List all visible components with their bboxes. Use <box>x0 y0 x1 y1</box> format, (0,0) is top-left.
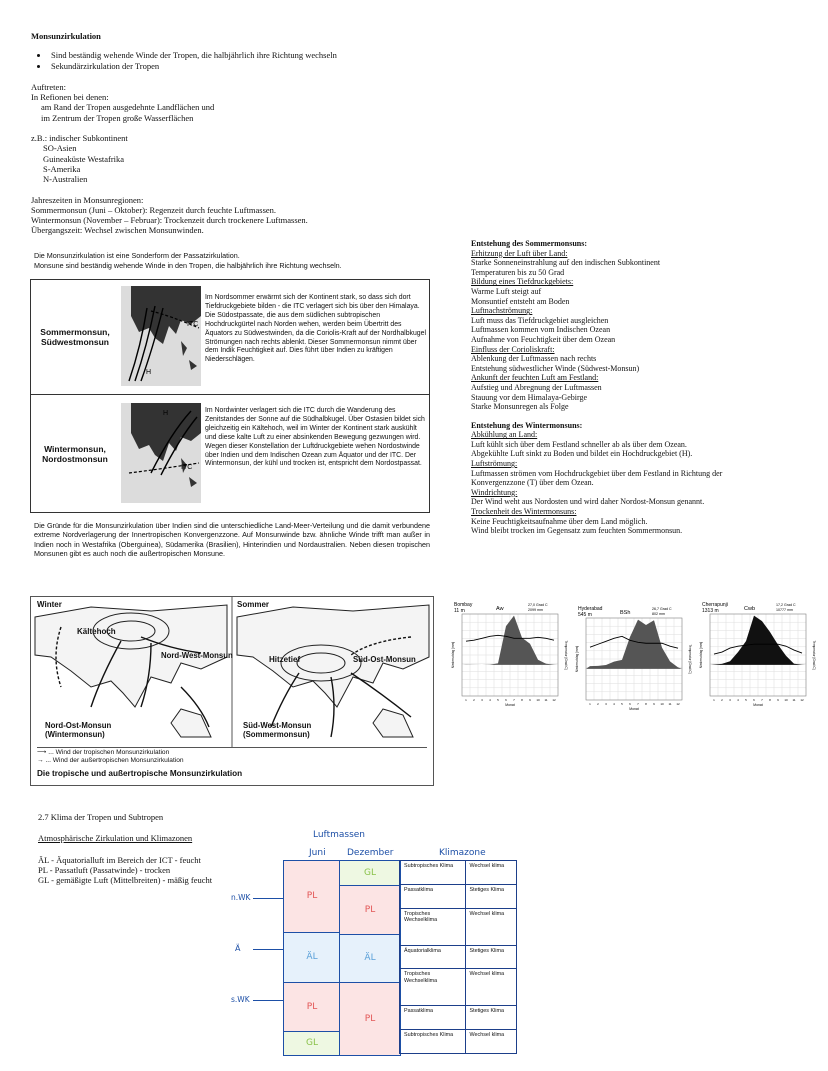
winter-label: Wintermonsun, Nordostmonsun <box>42 443 108 464</box>
legend-row <box>37 757 427 765</box>
text-line: am Rand der Tropen ausgedehnte Landflächen und <box>41 102 215 113</box>
y-axis-label: Niederschlag [mm] <box>451 641 455 669</box>
definition-item: PL - Passatluft (Passatwinde) - trocken <box>38 864 171 875</box>
step-heading: Ankunft der feuchten Luft am Festland: <box>471 373 599 383</box>
station-stat: 27,0 Grad C <box>528 603 548 607</box>
step-line: Luftmassen strömen vom Hochdruckgebiet über dem Festland in Richtung der <box>471 468 723 478</box>
climate-chart-bombay <box>450 600 568 716</box>
month-tick: 5 <box>621 702 623 706</box>
station-name: Bombay <box>454 602 473 608</box>
svg-text:H: H <box>163 410 169 417</box>
table-row <box>400 884 517 908</box>
climate-chart-svg <box>574 604 692 720</box>
month-tick: 10 <box>660 702 664 706</box>
list-item: Guineaküste Westafrika <box>43 153 125 164</box>
y2-axis-label: Temperatur [Grad C] <box>812 640 816 670</box>
line-swk <box>253 1000 283 1001</box>
climate-class: Cwb <box>744 606 756 612</box>
definition-item: ÄL - Äquatorialluft im Bereich der ICT - feucht <box>38 854 201 865</box>
climate-type-cell: Wechsel klima <box>465 969 516 1006</box>
summer-map-icon <box>121 286 201 386</box>
climate-charts <box>450 600 816 716</box>
month-tick: 9 <box>777 698 779 702</box>
x-axis-label: Monat <box>505 703 515 707</box>
station-altitude: 1313 m <box>702 608 719 614</box>
station-stat: 17,2 Grad C <box>776 603 796 607</box>
section-title: 2.7 Klima der Tropen und Subtropen <box>38 812 164 822</box>
step-line: Ablenkung der Luftmassen nach rechts <box>471 354 597 364</box>
climate-zone-cell: Tropisches Wechselklima <box>400 969 466 1006</box>
station-stat: 10777 mm <box>776 608 793 612</box>
wind-map-figure <box>30 596 434 786</box>
y-axis-label: Niederschlag [mm] <box>575 645 579 673</box>
step-line: Aufnahme von Feuchtigkeit über dem Ozean <box>471 334 616 344</box>
air-mass-segment: GL <box>340 861 400 886</box>
step-heading: Abkühlung an Land: <box>471 430 538 440</box>
climate-type-cell: Wechsel klima <box>465 1030 516 1054</box>
month-tick: 10 <box>784 698 788 702</box>
kaeltehoch-label: Kältehoch <box>77 627 116 636</box>
month-tick: 12 <box>676 702 680 706</box>
month-tick: 7 <box>637 702 639 706</box>
hitzetief-label: Hitzetief <box>269 655 301 664</box>
sommer-label: Sommer <box>237 600 270 609</box>
month-tick: 8 <box>769 698 771 702</box>
occurrence-block <box>31 82 451 123</box>
month-tick: 3 <box>481 698 483 702</box>
solid-arrow-icon: ⟶ <box>37 749 47 756</box>
month-tick: 6 <box>505 698 507 702</box>
scan-intro: Die Monsunzirkulation ist eine Sonderform der Passatzirkulation. Monsune sind beständig wehende Winde in den Tropen, die halbjährlich ihre Richtung wechseln. <box>34 251 342 270</box>
step-line: Warme Luft steigt auf <box>471 286 542 296</box>
step-heading: Luftnachströmung: <box>471 306 533 316</box>
step-heading: Trockenheit des Wintermonsuns: <box>471 507 577 517</box>
climate-chart-svg <box>450 600 568 716</box>
svg-text:H: H <box>146 369 152 376</box>
list-item: SO-Asien <box>43 143 77 154</box>
climate-zone-table <box>399 860 517 1054</box>
winter-text: Im Nordwinter verlagert sich die ITC durch die Wanderung des Zenitstandes der Sonne auf die Südhalbkugel. Über Ostasien bildet sich gleichzeitig ein Kältehoch, weil im Winter der Kontinent stark auskühlt und diese kalte Luft zu einer absinkenden Bewegung gezwungen wird. Wegen dieser Konstellation der Luftdruckgebiete wehen Nordostwinde über Indien und dem Indischen Ozean zum Äquator und der ITC. Der Wintermonsun, der kühl und trocken ist, entspricht dem Nordostpassat. <box>205 407 425 468</box>
juni-column <box>283 860 340 1056</box>
station-name: Cherrapunji <box>702 602 728 608</box>
month-tick: 4 <box>737 698 739 702</box>
summer-label: Sommermonsun, Südwestmonsun <box>40 327 110 347</box>
climate-zone-cell: Subtropisches Klima <box>400 861 466 885</box>
step-line: Wind bleibt trocken im Gegensatz zum feuchten Sommermonsun. <box>471 526 683 536</box>
header-juni: Juni <box>309 848 326 858</box>
x-axis-label: Monat <box>753 703 763 707</box>
table-row <box>400 908 517 945</box>
text-line: Sommermonsun (Juni – Oktober): Regenzeit durch feuchte Luftmassen. <box>31 204 277 215</box>
text-line: im Zentrum der Tropen große Wasserflächen <box>41 112 194 123</box>
y-axis-label: Niederschlag [mm] <box>699 641 703 669</box>
month-tick: 5 <box>497 698 499 702</box>
month-tick: 4 <box>613 702 615 706</box>
air-mass-segment: GL <box>284 1032 340 1055</box>
nw-monsun-label: Nord-West-Monsun <box>161 651 233 660</box>
step-line: Luftmassen kommen vom Indischen Ozean <box>471 325 611 335</box>
header-luftmassen: Luftmassen <box>313 830 366 840</box>
no-monsun-label: Nord-Ost-Monsun (Wintermonsun) <box>45 721 112 739</box>
month-tick: 12 <box>800 698 804 702</box>
summer-text: Im Nordsommer erwärmt sich der Kontinent stark, so dass sich dort Tiefdruckgebiete bilden - die ITC verlagert sich bis über den Himalaya. Die Südostpassate, die aus dem südlichen subtropischen Hochdruckgürtel nach Norden wehen, werden beim Übertritt des Äquators zu Südwestwinden, da die Coriolis-Kraft auf der Nordhalbkugel Strömungen nach rechts ablenkt. Dieser Sommermonsun nimmt über dem Indik Feuchtigkeit auf. Dies führt über Indien zu kräftigen Niederschlägen. <box>205 294 427 364</box>
station-altitude: 545 m <box>578 612 592 618</box>
air-mass-segment: PL <box>284 983 340 1032</box>
winter-map <box>121 403 201 503</box>
legend-text: ... Wind der außertropischen Monsunzirkulation <box>45 757 184 765</box>
section-subtitle: Atmosphärische Zirkulation und Klimazonen <box>38 833 193 844</box>
climate-zone-cell: Subtropisches Klima <box>400 1030 466 1054</box>
section-title: Monsunzirkulation <box>31 31 101 41</box>
air-mass-segment: ÄL <box>284 933 340 983</box>
climate-type-cell: Wechsel klima <box>465 908 516 945</box>
monsoon-table <box>30 279 430 513</box>
svg-text:ITC: ITC <box>187 321 199 328</box>
label-swk: s.WK <box>231 995 250 1004</box>
step-line: Monsuntief entsteht am Boden <box>471 296 570 306</box>
station-stat: 2099 mm <box>528 608 543 612</box>
thin-arrow-icon: → <box>37 757 44 765</box>
winter-formation-steps <box>471 430 811 536</box>
climate-zone-cell: Tropisches Wechselklima <box>400 908 466 945</box>
summer-row <box>31 280 429 395</box>
air-mass-segment: PL <box>284 861 340 933</box>
month-tick: 7 <box>513 698 515 702</box>
example-block <box>31 133 451 184</box>
line-nwk <box>253 898 283 899</box>
formation-notes <box>471 239 811 536</box>
climate-class: BSh <box>620 610 631 616</box>
step-line: Der Wind weht aus Nordosten und wird daher Nordost-Monsun genannt. <box>471 497 705 507</box>
bullet-list <box>31 50 451 71</box>
monsoon-notes <box>31 31 451 236</box>
climate-type-cell: Wechsel klima <box>465 861 516 885</box>
legend-row <box>37 749 427 757</box>
climate-zone-cell: Passatklima <box>400 1006 466 1030</box>
scan-outro: Die Gründe für die Monsunzirkulation über Indien sind die unterschiedliche Land-Meer-Verteilung und die damit verbundene extreme Nordverlagerung der Innertropischen Konvergenzzone. Auf Monsunwinde bzw. ähnliche Winde trifft man außer in Indien noch in Westafrika (Oberguinea), Südamerika (Brasilien), Hinterindien und Nordaustralien. Neben diesen tropischen Monsunen gibt es auch noch die außertropischen Monsune. <box>34 521 430 559</box>
table-row <box>400 945 517 969</box>
winter-label: Winter <box>37 600 62 609</box>
map-legend <box>37 747 427 766</box>
month-tick: 12 <box>552 698 556 702</box>
text-line: In Refionen bei denen: <box>31 92 109 103</box>
climate-type-cell: Stetiges Klima <box>465 945 516 969</box>
occurrence-heading: Auftreten: <box>31 81 66 92</box>
label-nwk: n.WK <box>231 893 251 902</box>
month-tick: 7 <box>761 698 763 702</box>
precip-area <box>710 616 806 665</box>
climate-type-cell: Stetiges Klima <box>465 884 516 908</box>
sw-monsun-label: Süd-West-Monsun (Sommermonsun) <box>243 721 312 739</box>
month-tick: 11 <box>544 698 548 702</box>
climate-chart-svg <box>698 600 816 716</box>
station-stat: 802 mm <box>652 612 665 616</box>
y2-axis-label: Temperatur [Grad C] <box>564 640 568 670</box>
month-tick: 3 <box>729 698 731 702</box>
climate-zone-cell: Passatklima <box>400 884 466 908</box>
summer-formation-steps <box>471 249 811 412</box>
step-line: Konvergenzzone (T) über dem Ozean. <box>471 478 594 488</box>
step-line: Starke Monsunregen als Folge <box>471 402 569 412</box>
winter-formation-title: Entstehung des Wintermonsuns: <box>471 420 583 430</box>
dezember-column <box>339 860 401 1056</box>
month-tick: 5 <box>745 698 747 702</box>
air-mass-segment: PL <box>340 983 400 1055</box>
month-tick: 4 <box>489 698 491 702</box>
text-line: Übergangszeit: Wechsel zwischen Monsunwinden. <box>31 225 204 236</box>
step-line: Temperaturen bis zu 50 Grad <box>471 267 565 277</box>
month-tick: 1 <box>465 698 467 702</box>
step-line: Keine Feuchtigkeitsaufnahme über dem Land möglich. <box>471 516 648 526</box>
summer-formation-title: Entstehung des Sommermonsuns: <box>471 239 588 248</box>
list-item: S-Amerika <box>43 163 81 174</box>
air-mass-segment: PL <box>340 886 400 935</box>
month-tick: 6 <box>629 702 631 706</box>
list-item: N-Australien <box>43 174 88 185</box>
legend-text: ... Wind der tropischen Monsunzirkulation <box>48 749 170 756</box>
month-tick: 10 <box>536 698 540 702</box>
step-heading: Einfluss der Corioliskraft: <box>471 344 555 354</box>
month-tick: 2 <box>473 698 475 702</box>
month-tick: 6 <box>753 698 755 702</box>
svg-text:ITC: ITC <box>181 464 193 471</box>
step-line: Luft kühlt sich über dem Festland schneller ab als über dem Ozean. <box>471 439 687 449</box>
y2-axis-label: Temperatur [Grad C] <box>688 644 692 674</box>
table-row <box>400 1030 517 1054</box>
summer-map <box>121 286 201 386</box>
step-line: Aufstieg und Abregnung der Luftmassen <box>471 382 602 392</box>
line-a <box>253 949 283 950</box>
figure-caption: Die tropische und außertropische Monsunzirkulation <box>37 769 243 778</box>
month-tick: 1 <box>589 702 591 706</box>
station-name: Hyderabad <box>578 606 603 612</box>
step-heading: Bildung eines Tiefdruckgebiets: <box>471 277 574 287</box>
header-klimazone: Klimazone <box>439 848 486 858</box>
month-tick: 8 <box>645 702 647 706</box>
air-mass-segment: ÄL <box>340 935 400 984</box>
step-line: Luft muss das Tiefdruckgebiet ausgleichen <box>471 315 609 325</box>
header-dezember: Dezember <box>347 848 394 858</box>
month-tick: 11 <box>792 698 796 702</box>
list-item: • Sind beständig wehende Winde der Tropen, die halbjährlich ihre Richtung wechseln <box>49 50 451 60</box>
climate-chart-hyderabad <box>574 604 692 716</box>
station-stat: 26,7 Grad C <box>652 607 672 611</box>
month-tick: 11 <box>668 702 672 706</box>
precip-area <box>462 616 558 665</box>
table-row <box>400 1006 517 1030</box>
month-tick: 3 <box>605 702 607 706</box>
step-heading: Erhitzung der Luft über Land: <box>471 248 568 258</box>
step-heading: Luftströmung: <box>471 459 518 469</box>
example-heading: z.B.: indischer Subkontinent <box>31 133 128 144</box>
climate-class: Aw <box>496 606 504 612</box>
so-monsun-label: Süd-Ost-Monsun <box>353 655 416 664</box>
month-tick: 8 <box>521 698 523 702</box>
seasons-heading: Jahreszeiten in Monsunregionen: <box>31 194 144 205</box>
step-line: Abgekühlte Luft sinkt zu Boden und bildet ein Hochdruckgebiet (H). <box>471 449 693 459</box>
seasons-block <box>31 195 451 236</box>
month-tick: 2 <box>597 702 599 706</box>
climate-zone-cell: Äquatorialklima <box>400 945 466 969</box>
station-altitude: 11 m <box>454 608 465 614</box>
month-tick: 1 <box>713 698 715 702</box>
step-line: Starke Sonneneinstrahlung auf den indischen Subkontinent <box>471 258 661 268</box>
winter-map-icon <box>121 403 201 503</box>
climate-type-cell: Stetiges Klima <box>465 1006 516 1030</box>
climate-chart-cherrapunji <box>698 600 816 716</box>
step-line: Stauung vor dem Himalaya-Gebirge <box>471 392 588 402</box>
label-a: Ä <box>235 944 241 953</box>
list-item: • Sekundärzirkulation der Tropen <box>49 61 451 71</box>
month-tick: 2 <box>721 698 723 702</box>
x-axis-label: Monat <box>629 707 639 711</box>
definition-item: GL - gemäßigte Luft (Mittelbreiten) - mäßig feucht <box>38 875 213 886</box>
table-row <box>400 969 517 1006</box>
month-tick: 9 <box>653 702 655 706</box>
winter-row <box>31 395 429 512</box>
step-line: Entstehung südwestlicher Winde (Südwest-Monsun) <box>471 363 640 373</box>
climate-zone-diagram <box>225 830 525 1060</box>
month-tick: 9 <box>529 698 531 702</box>
text-line: Wintermonsun (November – Februar): Trockenzeit durch trockenere Luftmassen. <box>31 215 308 226</box>
table-row <box>400 861 517 885</box>
step-heading: Windrichtung: <box>471 487 518 497</box>
